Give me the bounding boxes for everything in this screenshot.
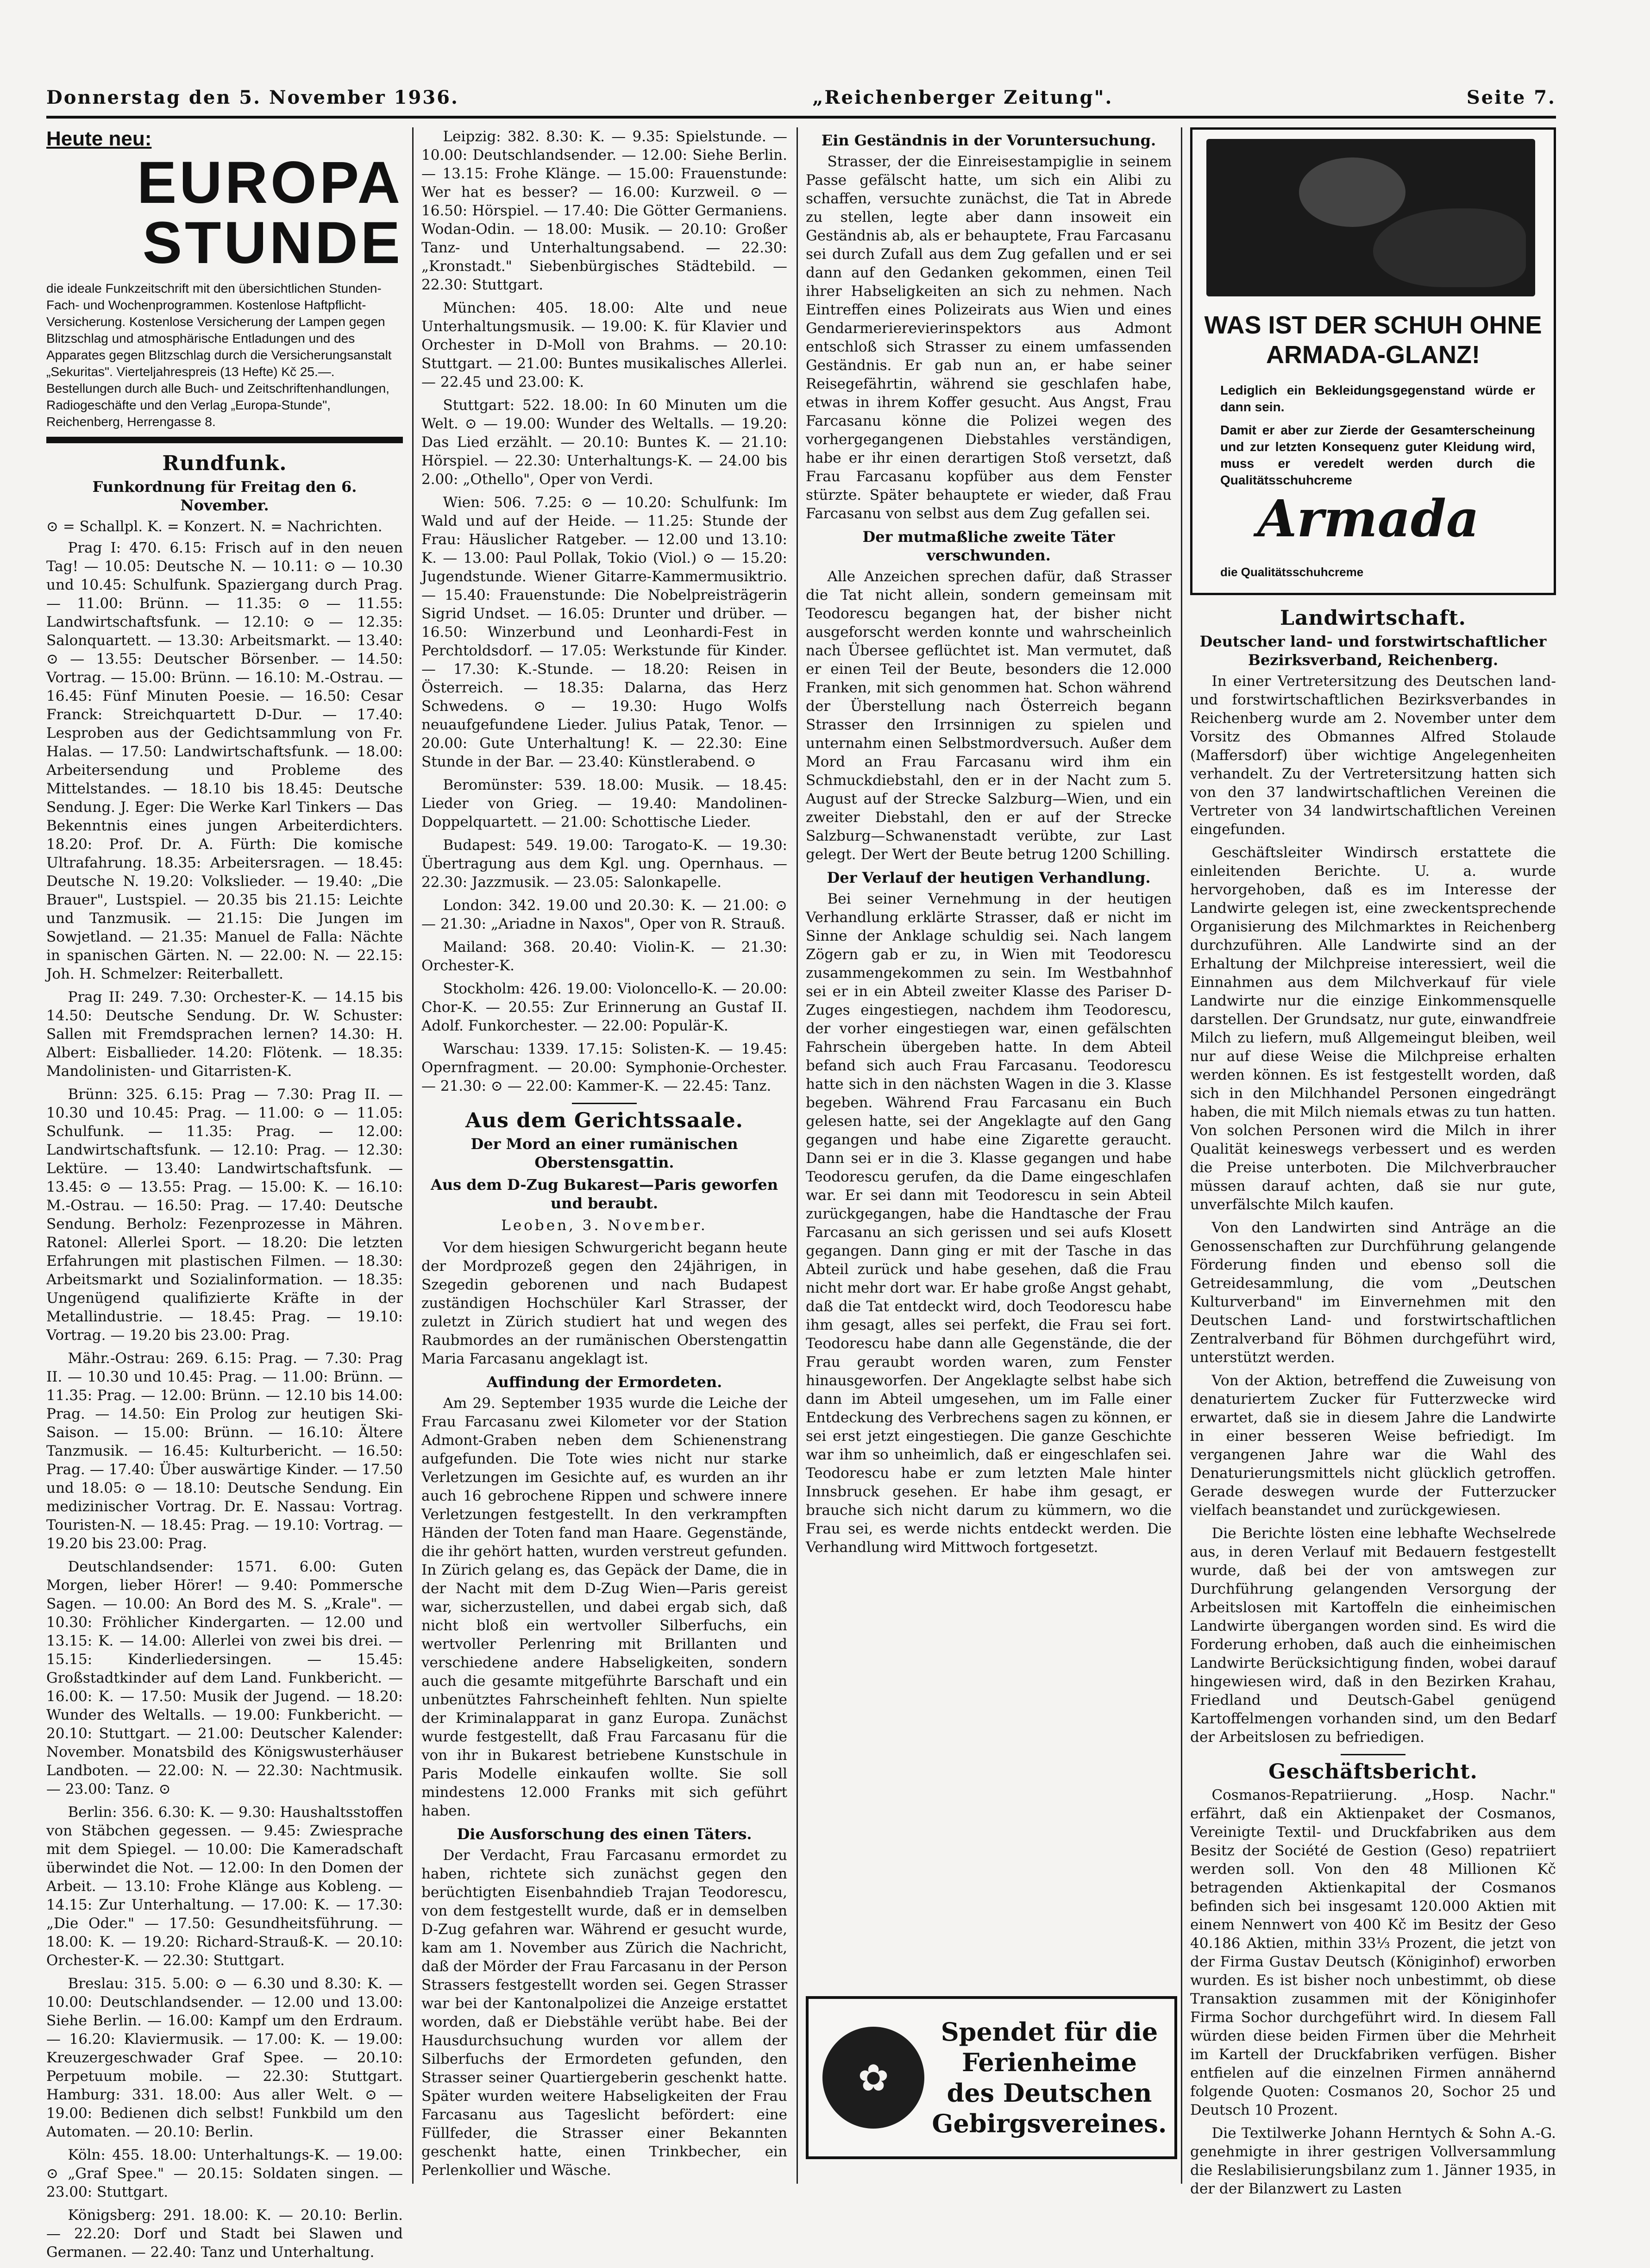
landwirtschaft-paragraph: Die Berichte lösten eine lebhafte Wechselrede aus, in deren Verlauf mit Bedauern festgestellt wurde, daß bei der von amtswegen zur Durchführung gelangenden Versorgung der Arbeitslosen mit Kartoffeln die einheimischen Landwirte übergangen worden sind. Es wird die Forderung erhoben, daß auch die einheimischen Landwirte Berücksichtigung finden, wobei darauf hingewiesen wird, daß in den Bezirken Krahau, Friedland und Deutsch-Gabel genügend Kartoffelmengen vorhanden sind, um den Bedarf der Arbeitslosen zu befriedigen.: [1190, 1525, 1556, 1746]
section-rule: [1341, 1754, 1405, 1755]
spendet-ad: [806, 1996, 1177, 2159]
radio-station-entry: Stuttgart: 522. 18.00: In 60 Minuten um die Welt. ⊙ — 19.00: Wunder des Weltalls. — 19.20: Das Lied erzählt. — 20.10: Buntes K. — 21.10: Hörspiel. — 22.30: Unterhaltungs-K. — 24.00 bis 2.00: „Othello", Oper von Verdi.: [421, 397, 787, 488]
gerichtssaal-dateline: Leoben, 3. November.: [501, 1217, 708, 1234]
gerichtssaal-subheadline: Aus dem D-Zug Bukarest—Paris geworfen und beraubt.: [431, 1176, 778, 1212]
gerichtssaal-intro: Vor dem hiesigen Schwurgericht begann heute der Mordprozeß gegen den 24jährigen, in Szegedin geborenen und nach Budapest zuständigen Hochschüler Karl Strasser, der zuletzt in Zürich studiert hat und wegen des Raubmordes an der rumänischen Oberstengattin Maria Farcasanu angeklagt ist.: [421, 1239, 787, 1367]
radio-station-entry: Prag II: 249. 7.30: Orchester-K. — 14.15 bis 14.50: Deutsche Sendung. Dr. W. Schuster: Sallen mit Fremdsprachen lernen? 14.30: H. Albert: Eisballieder. 14.20: Flötenk. — 18.35: Mandolinisten- und Gitarristen-K.: [46, 989, 403, 1080]
radio-station-entry: Breslau: 315. 5.00: ⊙ — 6.30 und 8.30: K. — 10.00: Deutschlandsender. — 12.00 und 13.00: Siehe Berlin. — 16.00: Kampf um den Erdraum. — 16.20: Klaviermusik. — 17.00: K. — 19.00: Kreuzergeschwader Graf Spee. — 20.10: Perpetuum mobile. — 22.30: Stuttgart. Hamburg: 331. 18.00: Aus aller Welt. ⊙ — 19.00: Bedienen dich selbst! Funkbild um den Automaten. — 20.10: Berlin.: [46, 1975, 403, 2140]
masthead: [46, 79, 1556, 116]
landwirtschaft-body: [1190, 672, 1556, 1747]
armada-ad: [1190, 127, 1556, 595]
geschaeftsbericht-paragraph: Cosmanos-Repatriierung. „Hosp. Nachr." erfährt, daß ein Aktienpaket der Cosmanos, Vereinigte Textil- und Druckfabriken aus dem Besitz der Société de Gestion (Geso) repatriiert werden soll. Von den 48 Millionen Kč betragenden Aktienkapital der Cosmanos befinden sich bei insgesamt 120.000 Aktien mit einem Nennwert von 400 Kč im Besitz der Geso 40.186 Aktien, mithin 33⅓ Prozent, die jetzt von der Firma Gustav Deutsch (Königinhof) erworben wurden. Es ist bisher noch unbestimmt, ob diese Transaktion zusammen mit der Königinhofer Firma Sochor durchgeführt wird. In diesem Fall würden diese beiden Firmen über die Mehrheit im Kartell der Druckfabriken verfügen. Bisher entfielen auf die einzelnen Firmen annähernd folgende Quoten: Cosmanos 20, Sochor 25 und Deutsch 10 Prozent.: [1190, 1787, 1556, 2118]
radio-station-entry: Mailand: 368. 20.40: Violin-K. — 21.30: Orchester-K.: [421, 939, 787, 974]
rundfunk-legend: ⊙ = Schallpl. K. = Konzert. N. = Nachrichten.: [46, 518, 383, 535]
radio-station-entry: Prag I: 470. 6.15: Frisch auf in den neuen Tag! — 10.05: Deutsche N. — 10.11: ⊙ — 10.30 und 10.45: Schulfunk. Spaziergang durch Prag. — 11.00: Brünn. — 11.35: ⊙ — 11.55: Landwirtschaftsfunk. — 12.10: ⊙ — 12.35: Salonquartett. — 13.30: Arbeitsmarkt. — 13.40: ⊙ — 13.55: Deutscher Börsenber. — 14.50: Vortrag. — 15.00: Brünn. — 16.10: M.-Ostrau. — 16.45: Fünf Minuten Poesie. — 16.50: Cesar Franck: Streichquartett D-Dur. — 17.40: Lesproben aus der Gedichtsammlung von Fr. Halas. — 17.50: Landwirtschaftsfunk. — 18.00: Arbeitersendung und Probleme des Mittelstandes. — 18.10 bis 18.45: Deutsche Sendung. J. Eger: Die Werke Karl Tinkers — Das Bekenntnis eines jungen Arbeiterdichters. 18.20: Prof. Dr. A. Fürth: Die komische Ultrafahrung. 18.35: Arbeitersragen. — 18.45: Deutsche N. 19.20: Volkslieder. — 19.40: „Die Brauer", Lustspiel. — 20.35 bis 21.15: Leichte und Tanzmusik. — 21.15: Die Jungen im Sowjetland. — 21.35: Manuel de Falla: Nächte in spanischen Gärten. N. — 22.00: N. — 22.15: Joh. H. Schmelzer: Reiterballett.: [46, 540, 403, 982]
landwirtschaft-headline: Deutscher land- und forstwirtschaftlicher Bezirksverband, Reichenberg.: [1199, 633, 1547, 669]
gerichtssaal-headline: Der Mord an einer rumänischen Oberstensgattin.: [471, 1135, 738, 1171]
spendet-line3: des Deutschen: [947, 2078, 1152, 2108]
court-section-head: Auffindung der Ermordeten.: [486, 1373, 722, 1391]
armada-copy-1: Lediglich ein Bekleidungsgegenstand würde er dann sein.: [1220, 383, 1535, 414]
court-section-text: Strasser, der die Einreisestampiglie in seinem Passe gefälscht hatte, um sich ein Alibi zu schaffen, versuchte zunächst, die Tat in Abrede zu stellen, legte aber dann insoweit ein Geständnis ab, als er behauptete, Frau Farcasanu sei durch Zufall aus dem Zug gefallen und er sei dann auf den Gedanken gekommen, einen Teil ihrer Habseligkeiten an sich zu nehmen. Nach Eintreffen eines Polizeirats aus Wien und eines Gendarmerierevierinspektors aus Admont entschloß sich Strasser zu einem umfassenden Geständnis. Er gab nun an, er habe seiner Reisegefährtin, während sie geschlafen habe, etwas in ihrem Koffer gesucht. Aus Angst, Frau Farcasanu könne die Polizei wegen des vorhergegangenen Diebstahles verständigen, habe er ihr einen derartigen Stoß versetzt, daß Frau Farcasanu kopfüber aus dem Fenster stürzte. Später behauptete er wieder, daß Frau Farcasanu von selbst aus dem Zug gefallen sei.: [806, 153, 1172, 522]
court-section-text: Am 29. September 1935 wurde die Leiche der Frau Farcasanu zwei Kilometer vor der Station Admont-Graben neben dem Schienenstrang aufgefunden. Die Tote wies nicht nur starke Verletzungen im Gesichte auf, es wurden an ihr auch 16 gebrochene Rippen und schwere innere Verletzungen festgestellt. In den verkrampften Händen der Toten fand man Haare. Gegenstände, die ihr gehört hatten, wurden verstreut gefunden. In Zürich gelang es, das Gepäck der Dame, die in der Nacht mit dem D-Zug Wien—Paris gereist war, sicherzustellen, und dabei ergab sich, daß nicht bloß ein wertvoller Silberfuchs, ein wertvoller Perlenring mit Brillanten und verschiedene andere Habseligkeiten, sondern auch die gesamte mitgeführte Barschaft und ein unbenütztes Fahrscheinheft fehlten. Nun spielte der Kriminalapparat in ganz Europa. Zunächst wurde festgestellt, daß Frau Farcasanu für die von ihr in Bukarest betriebene Kunstschule in Paris Modelle einkaufen wollte. Sie soll mindestens 12.000 Franks mit sich geführt haben.: [421, 1395, 787, 1819]
court-section-text: Alle Anzeichen sprechen dafür, daß Strasser die Tat nicht allein, sondern gemeinsam mit Teodorescu begangen hat, der bisher nicht ausgeforscht werden konnte und wahrscheinlich nach Übersee geflüchtet ist. Man vermutet, daß er einen Teil der Beute, besonders die 12.000 Franken, mit sich genommen hat. Schon während der Überstellung nach Österreich begann Strasser den Irrsinnigen zu spielen und unternahm einen Selbstmordversuch. Außer dem Mord an Frau Farcasanu wird ihm ein Schmuckdiebstahl, den er in der Nacht zum 5. August auf der Strecke Salzburg—Wien, und ein zweiter Diebstahl, den er auf der Strecke Salzburg—Schwanenstadt verübte, zur Last gelegt. Der Wert der Beute betrug 1200 Schilling.: [806, 568, 1172, 863]
ad-title-line2: STUNDE: [142, 210, 403, 276]
masthead-rule: [46, 116, 1556, 119]
rundfunk-title: Rundfunk.: [162, 452, 287, 475]
landwirtschaft-paragraph: Von den Landwirten sind Anträge an die Genossenschaften zur Durchführung gelangende Förderung finden und ebenso soll die Getreidesammlung, die vom „Deutschen Kulturverband" im Einvernehmen mit den Deutschen Land- und forstwirtschaftlichen Zentralverband für Böhmen durchgeführt wird, unterstützt werden.: [1190, 1219, 1556, 1366]
radio-station-entry: London: 342. 19.00 und 20.30: K. — 21.00: ⊙ — 21.30: „Ariadne in Naxos", Oper von R. Strauß.: [421, 897, 787, 932]
radio-station-entry: München: 405. 18.00: Alte und neue Unterhaltungsmusik. — 19.00: K. für Klavier und Orchester in D-Moll von Brahms. — 20.10: Stuttgart. — 21.00: Buntes musikalisches Allerlei. — 22.45 und 23.00: K.: [421, 300, 787, 390]
armada-footer: die Qualitätsschuhcreme: [1220, 565, 1364, 579]
spendet-line4: Gebirgsvereines.: [932, 2109, 1167, 2138]
geschaeftsbericht-body: [1190, 1786, 1556, 2198]
shoe-polish-photo: [1206, 139, 1535, 296]
rundfunk-subtitle: Funkordnung für Freitag den 6. November.: [92, 478, 357, 514]
radio-station-entry: Wien: 506. 7.25: ⊙ — 10.20: Schulfunk: Im Wald und auf der Heide. — 11.25: Stunde der Frau: Häuslicher Ratgeber. — 12.00 und 13.10: K. — 13.00: Paul Pollak, Tokio (Viol.) ⊙ — 15.20: Jugendstunde. Wiener Gitarre-Kammermusiktrio. — 15.40: Frauenstunde: Die Nobelpreisträgerin Sigrid Undset. — 16.05: Drunter und drüber. — 16.50: Winzerbund und Leonhardi-Fest in Perchtoldsdorf. — 17.05: Werkstunde für Kinder. — 17.30: K.-Stunde. — 18.20: Reisen in Österreich. — 18.35: Dalarna, das Herz Schwedens. ⊙ — 19.30: Hugo Wolfs neuaufgefundene Lieder. Julius Patak, Tenor. — 20.00: Gute Unterhaltung! K. — 22.30: Eine Stunde in der Bar. — 23.40: Künstlerabend. ⊙: [421, 494, 787, 770]
court-sections-part2: [806, 131, 1172, 1557]
court-section-head: Der mutmaßliche zweite Täter verschwunden.: [862, 528, 1115, 564]
column-divider: [412, 127, 414, 2184]
column-1: [46, 127, 403, 2261]
geschaeftsbericht-title: Geschäftsbericht.: [1268, 1760, 1478, 1784]
radio-station-entry: Stockholm: 426. 19.00: Violoncello-K. — 20.00: Chor-K. — 20.55: Zur Erinnerung an Gustaf II. Adolf. Funkorchester. — 22.00: Populär-K.: [421, 980, 787, 1034]
court-section-head: Ein Geständnis in der Voruntersuchung.: [821, 132, 1156, 149]
spendet-line1: Spendet für die: [941, 2017, 1158, 2047]
newspaper-page: [46, 69, 1556, 2261]
column-3: [806, 127, 1172, 1985]
armada-headline: WAS IST DER SCHUH OHNE ARMADA-GLANZ!: [1204, 311, 1542, 369]
column-divider: [1181, 127, 1182, 2184]
rundfunk-list: [46, 539, 403, 2262]
ad-title-line1: EUROPA: [137, 150, 403, 216]
page-number: Seite 7.: [1466, 86, 1556, 108]
court-section-text: Bei seiner Vernehmung in der heutigen Verhandlung erklärte Strasser, daß er nicht im Sinne der Anklage schuldig sei. Nach langem Zögern gab er zu, in Wien mit Teodorescu zusammengekommen zu sein. Im Westbahnhof sei er in ein Abteil zweiter Klasse des Pariser D-Zuges eingestiegen, nachdem ihm Teodorescu, der vorher eingestiegen war, einen gefälschten Fahrschein übergeben hatte. In dem Abteil befand sich auch Frau Farcasanu. Teodorescu hatte sich in den nächsten Wagen in die 3. Klasse begeben. Während Frau Farcasanu ein Buch gelesen hatte, sei der Angeklagte auf den Gang gegangen und habe eine Zigarette geraucht. Dann sei er in die 3. Klasse gegangen und habe Teodorescu gerufen, da die Dame eingeschlafen war. Er sei dann mit Teodorescu in sein Abteil zurückgegangen, habe die Handtasche der Frau Farcasanu an sich gerissen und sei aufs Klosett gegangen. Dann ging er mit der Tasche in das Abteil zurück und habe gesehen, daß die Frau nicht mehr dort war. Er habe große Angst gehabt, daß die Tat entdeckt wird, doch Teodorescu habe ihm gesagt, alles sei perfekt, die Frau sei fort. Teodorescu habe dann alle Gegenstände, die der Frau geraubt worden waren, zum Fenster hinausgeworfen. Der Angeklagte selbst habe sich dann im Abteil umgesehen, um im Falle einer Entdeckung des Verbrechens sagen zu können, er sei erst jetzt eingestiegen. Die ganze Geschichte war ihm so unheimlich, daß er eingeschlafen sei. Teodorescu habe er zum letzten Male hinter Innsbruck gesehen. Er habe ihm gesagt, er brauche sich nicht darum zu kümmern, wo die Frau sei, es werde nichts entdeckt werden. Die Verhandlung wird Mittwoch fortgesetzt.: [806, 891, 1172, 1556]
section-rule: [572, 1103, 637, 1104]
spendet-text: [924, 2017, 1174, 2139]
radio-station-entry: Beromünster: 539. 18.00: Musik. — 18.45: Lieder von Grieg. — 19.40: Mandolinen-Doppelquartett. — 21.00: Schottische Lieder.: [421, 777, 787, 830]
shoe-icon: [1373, 208, 1526, 287]
edelweiss-seal-icon: ✿: [822, 2027, 924, 2129]
landwirtschaft-paragraph: Von der Aktion, betreffend die Zuweisung von denaturiertem Zucker für Futterzwecke wird erwartet, daß sie in diesem Jahre die Landwirte in einer besseren Weise befriedigt. Im vergangenen Jahre war die Wahl des Denaturierungsmittels nicht glücklich getroffen. Gerade deswegen wurde der Futterzucker vielfach beanstandet und zurückgewiesen.: [1190, 1372, 1556, 1519]
column-2: [421, 127, 787, 2184]
issue-date: Donnerstag den 5. November 1936.: [46, 86, 459, 108]
radio-station-entry: Deutschlandsender: 1571. 6.00: Guten Morgen, lieber Hörer! — 9.40: Pommersche Sagen. — 10.00: An Bord des M. S. „Krale". — 10.30: Fröhlicher Kindergarten. — 12.00 und 13.15: K. — 14.00: Allerlei von zwei bis drei. — 15.15: Kinderliedersingen. — 15.45: Großstadtkinder auf dem Land. Funkbericht. — 16.00: K. — 17.50: Musik der Jugend. — 18.20: Wunder des Weltalls. — 19.00: Funkbericht. — 20.10: Stuttgart. — 21.00: Deutscher Kalender: November. Monatsbild des Königswusterhäuser Landboten. — 22.00: N. — 22.30: Nachtmusik. — 23.00: Tanz. ⊙: [46, 1558, 403, 1797]
gerichtssaal-title: Aus dem Gerichtssaale.: [465, 1109, 743, 1132]
newspaper-title: „Reichenberger Zeitung".: [812, 86, 1113, 108]
landwirtschaft-paragraph: Geschäftsleiter Windirsch erstattete die einleitenden Berichte. U. a. wurde hervorgehoben, daß es im Interesse der Landwirte gelegen ist, eine zweckentsprechende Organisierung des Milchmarktes in Reichenberg durchzuführen. Alle Landwirte sind an der Erhaltung der Milchpreise interessiert, weil die Einnahmen aus dem Milchverkauf für viele Landwirte nur die einzige Einkommensquelle darstellen. Der Grundsatz, nur gute, einwandfreie Milch zu liefern, muß Allgemeingut bleiben, weil nur auf diese Weise die Milchpreise erhalten werden können. Es ist festgestellt worden, daß sich in den Milchhandel Personen eingedrängt haben, die mit Milch niemals etwas zu tun hatten. Von solchen Personen wird die Milch in ihrer Qualität keineswegs verbessert und es werden die Preise unterboten. Die Milchverbraucher müssen darauf achten, daß sie nur gute, unverfälschte Milch kaufen.: [1190, 844, 1556, 1213]
landwirtschaft-paragraph: In einer Vertretersitzung des Deutschen land- und forstwirtschaftlichen Bezirksverbandes in Reichenberg wurde am 2. November unter dem Vorsitz des Obmannes Alfred Stolaude (Maffersdorf) über wichtige Angelegenheiten verhandelt. Zu der Vertretersitzung hatten sich von den 37 landwirtschaftlichen Vereinen die Vertreter von 34 landwirtschaftlichen Vereinen eingefunden.: [1190, 673, 1556, 838]
radio-station-entry: Berlin: 356. 6.30: K. — 9.30: Haushaltsstoffen von Stäbchen gegessen. — 9.45: Zwiesprache mit dem Spiegel. — 10.00: Die Kameradschaft überwindet die Not. — 12.00: In den Domen der Arbeit. — 13.10: Frohe Klänge aus Kobleng. — 14.15: Zur Unterhaltung. — 17.00: K. — 17.30: „Die Oder." — 17.50: Gesundheitsführung. — 18.00: K. — 19.20: Richard-Strauß-K. — 20.10: Orchester-K. — 22.30: Stuttgart.: [46, 1804, 403, 1969]
radio-station-entry: Leipzig: 382. 8.30: K. — 9.35: Spielstunde. — 10.00: Deutschlandsender. — 12.00: Siehe Berlin. — 13.15: Frohe Klänge. — 15.00: Frauenstunde: Wer hat es besser? — 16.00: Kurzweil. ⊙ — 16.50: Hörspiel. — 17.40: Die Götter Germaniens. Wodan-Odin. — 18.00: Musik. — 20.10: Großer Tanz- und Unterhaltungsabend. — 22.30: „Kronstadt." Siebenbürgisches Städtebild. — 22.30: Stuttgart.: [421, 128, 787, 293]
court-section-head: Der Verlauf der heutigen Verhandlung.: [827, 869, 1151, 886]
ad-kicker: Heute neu:: [46, 127, 152, 150]
armada-copy: [1220, 382, 1535, 489]
column-4: [1190, 127, 1556, 2197]
landwirtschaft-title: Landwirtschaft.: [1280, 606, 1466, 630]
armada-copy-2: Damit er aber zur Zierde der Gesamterscheinung und zur letzten Konsequenz guter Kleidung wird, muss er veredelt werden durch die Qualitätsschuhcreme: [1220, 423, 1535, 487]
europa-stunde-ad: [46, 127, 403, 443]
court-section-head: Die Ausforschung des einen Täters.: [457, 1825, 752, 1843]
ad-body: die ideale Funkzeitschrift mit den übersichtlichen Stunden-Fach- und Wochenprogrammen. Kostenlose Haftpflicht-Versicherung. Kostenlose Versicherung der Lampen gegen Blitzschlag und atmosphärische Entladungen und des Apparates gegen Blitzschlag durch die Versicherungsanstalt „Sekuritas". Vierteljahrespreis (13 Hefte) Kč 25.—. Bestellungen durch alle Buch- und Zeitschriftenhandlungen, Radiogeschäfte und den Verlag „Europa-Stunde", Reichenberg, Herrengasse 8.: [46, 281, 392, 429]
radio-station-entry: Mähr.-Ostrau: 269. 6.15: Prag. — 7.30: Prag II. — 10.30 und 10.45: Prag. — 11.00: Brünn. — 11.35: Prag. — 12.00: Brünn. — 12.10 bis 14.00: Prag. — 14.50: Ein Prolog zur heutigen Ski-Saison. — 15.00: Brünn. — 16.10: Ältere Tanzmusik. — 16.45: Kulturbericht. — 16.50: Prag. — 17.40: Über auswärtige Kinder. — 17.50 und 18.05: ⊙ — 18.10: Deutsche Sendung. Ein medizinischer Vortrag. Dr. E. Nassau: Vortrag. Touristen-N. — 18.45: Prag. — 19.10: Vortrag. — 19.20 bis 23.00: Prag.: [46, 1350, 403, 1552]
ad-bottom-bar: [46, 437, 403, 443]
court-sections-part1: [421, 1373, 787, 2180]
rundfunk-list-continued: [421, 127, 787, 1095]
spendet-line2: Ferienheime: [962, 2048, 1137, 2077]
radio-station-entry: Brünn: 325. 6.15: Prag — 7.30: Prag II. — 10.30 und 10.45: Prag. — 11.00: ⊙ — 11.05: Schulfunk. — 11.35: Prag. — 12.00: Landwirtschaftsfunk. — 12.10: Prag. — 12.30: Lektüre. — 13.40: Landwirtschaftsfunk. — 13.45: ⊙ — 13.55: Prag. — 15.00: K. — 16.10: M.-Ostrau. — 16.50: Prag. — 17.40: Deutsche Sendung. Berholz: Fezenprozesse in Mähren. Ratonel: Allerlei Sport. — 18.20: Die letzten Erfahrungen mit plastischen Filmen. — 18.30: Arbeitsmarkt und Sozialinformation. — 18.35: Ungenügend qualifizierte Kräfte in der Metallindustrie. — 18.45: Prag. — 19.10: Vortrag. — 19.20 bis 23.00: Prag.: [46, 1086, 403, 1344]
court-section-text: Der Verdacht, Frau Farcasanu ermordet zu haben, richtete sich zunächst gegen den berüchtigten Eisenbahndieb Trajan Teodorescu, von dem festgestellt wurde, daß er in demselben D-Zug gefahren war. Während er gesucht wurde, kam am 1. November aus Zürich die Nachricht, daß der Mörder der Frau Farcasanu in der Person Strassers festgestellt worden sei. Gegen Strasser war bei der Kantonalpolizei die Anzeige erstattet worden, daß er Diebstähle verübt habe. Bei der Hausdurchsuchung wurden vor allem der Silberfuchs der Ermordeten gefunden, den Strasser seiner Quartiergeberin geschenkt hatte. Später wurden weitere Habseligkeiten der Frau Farcasanu aus Tageslicht befördert: eine Füllfeder, die Strasser einer Bekannten geschenkt hatte, einen Trinkbecher, ein Perlenkollier und Wäsche.: [421, 1847, 787, 2179]
armada-brand-logo: Armada: [1257, 489, 1480, 548]
column-divider: [797, 127, 798, 2184]
radio-station-entry: Warschau: 1339. 17.15: Solisten-K. — 19.45: Opernfragment. — 20.00: Symphonie-Orchester. — 21.30: ⊙ — 22.00: Kammer-K. — 22.45: Tanz.: [421, 1041, 787, 1094]
radio-station-entry: Königsberg: 291. 18.00: K. — 20.10: Berlin. — 22.20: Dorf und Stadt bei Slawen und Germanen. — 22.40: Tanz und Unterhaltung.: [46, 2207, 403, 2261]
radio-station-entry: Köln: 455. 18.00: Unterhaltungs-K. — 19.00: ⊙ „Graf Spee." — 20.15: Soldaten singen. — 23.00: Stuttgart.: [46, 2147, 403, 2200]
polish-tin-icon: [1299, 157, 1405, 227]
geschaeftsbericht-paragraph: Die Textilwerke Johann Herntych & Sohn A.-G. genehmigte in ihrer gestrigen Vollversammlung die Reslabilisierungsbilanz zum 1. Jänner 1935, in der der Bilanzwert zu Lasten: [1190, 2125, 1556, 2197]
radio-station-entry: Budapest: 549. 19.00: Tarogato-K. — 19.30: Übertragung aus dem Kgl. ung. Opernhaus. — 22.30: Jazzmusik. — 23.05: Salonkapelle.: [421, 837, 787, 891]
